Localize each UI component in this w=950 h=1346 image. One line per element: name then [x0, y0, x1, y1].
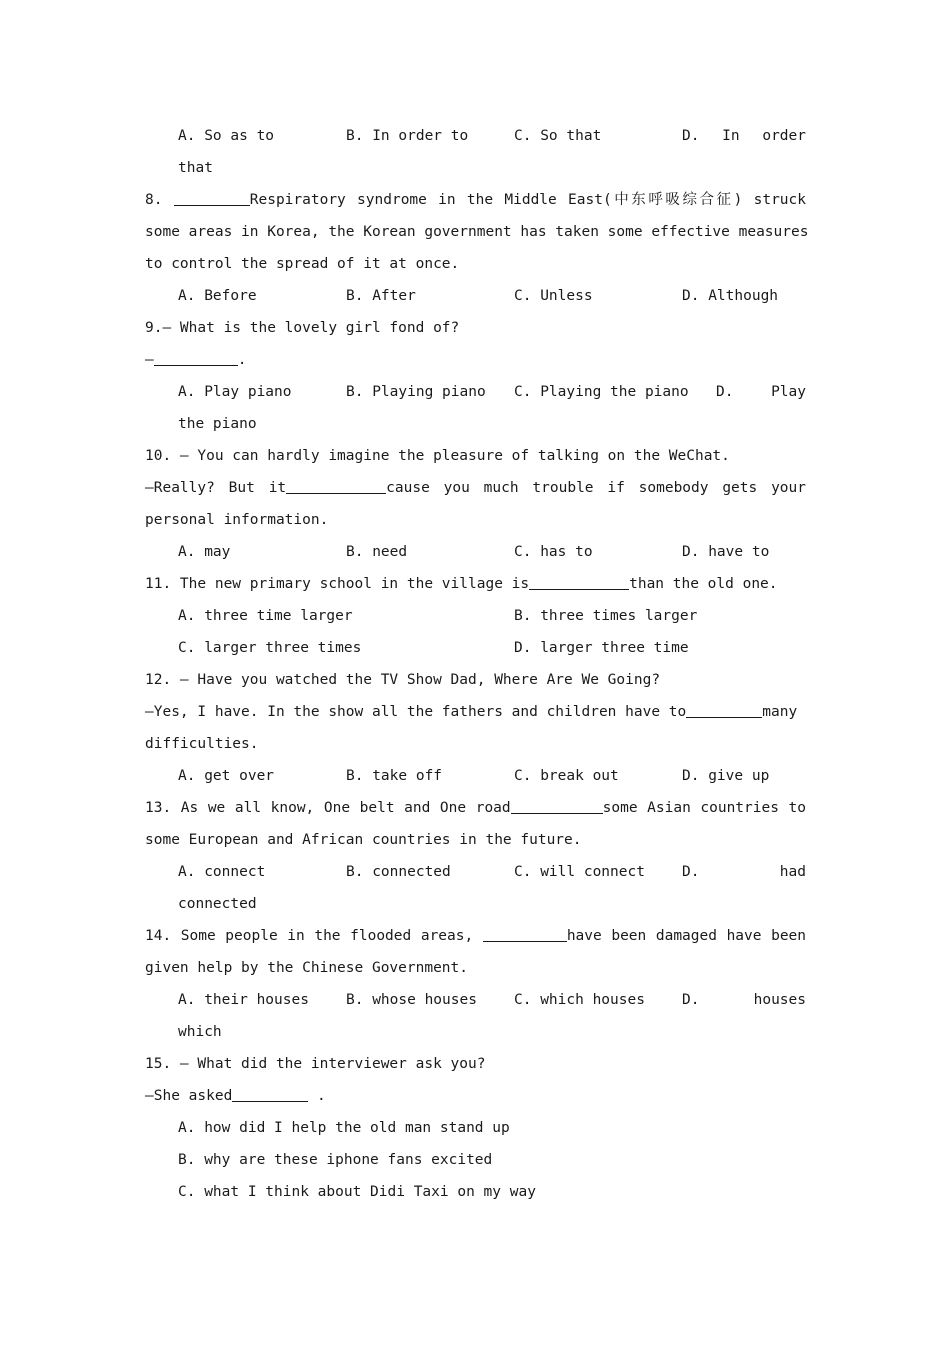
q13-option-d: D. had [682, 864, 806, 880]
q10-option-a: A. may [178, 544, 231, 560]
q15-option-a: A. how did I help the old man stand up [178, 1120, 510, 1136]
q15-stem-lead: —She asked [145, 1088, 233, 1104]
q10-stem-line-1: 10. — You can hardly imagine the pleasure of talking on the WeChat. [145, 448, 730, 464]
q10-option-b: B. need [346, 544, 408, 560]
q13-option-a: A. connect [178, 864, 266, 880]
q10-stem-tail: cause you much trouble if somebody gets your [386, 480, 806, 496]
q12-answer-blank [686, 700, 762, 718]
q13-answer-blank [511, 796, 603, 814]
q11-options-row-2 [178, 632, 806, 664]
q11-option-d: D. larger three time [514, 640, 689, 656]
q10-options-row [178, 536, 806, 568]
q8-option-d: D. Although [682, 288, 779, 304]
q8-stem-line-1 [145, 184, 806, 216]
q11-options-row-1 [178, 600, 806, 632]
q14-option-d: D. houses [682, 992, 806, 1008]
q15-answer-blank [232, 1084, 308, 1102]
q11-option-b: B. three times larger [514, 608, 698, 624]
q14-stem-tail: have been damaged have been [566, 928, 807, 944]
q9-answer-blank [154, 348, 238, 366]
q9-stem-line-1: 9.— What is the lovely girl fond of? [145, 320, 460, 336]
q10-option-d: D. have to [682, 544, 770, 560]
q13-stem-line-2: some European and African countries in the future. [145, 832, 582, 848]
q8-options-row [178, 280, 806, 312]
q8-stem-line-3: to control the spread of it at once. [145, 256, 460, 272]
q15-stem-line-1: 15. — What did the interviewer ask you? [145, 1056, 486, 1072]
q9-option-d-cont: the piano [178, 416, 257, 432]
q8-stem-text: Respiratory syndrome in the Middle East(中东呼吸综合征) struck [249, 192, 806, 208]
q14-option-c: C. which houses [514, 992, 645, 1008]
q10-stem-lead: —Really? But it [145, 480, 287, 496]
q14-option-d-cont: which [178, 1024, 222, 1040]
q14-options-row [178, 984, 806, 1016]
q9-option-a: A. Play piano [178, 384, 292, 400]
q13-stem-lead: 13. As we all know, One belt and One road [145, 800, 511, 816]
q8-option-c: C. Unless [514, 288, 593, 304]
q12-option-a: A. get over [178, 768, 275, 784]
q8-number: 8. [145, 192, 174, 208]
q11-option-c: C. larger three times [178, 640, 362, 656]
q7-option-b: B. In order to [346, 128, 469, 144]
q11-answer-blank [529, 572, 629, 590]
q11-stem-tail: than the old one. [629, 576, 778, 592]
q8-stem-line-2: some areas in Korea, the Korean government has taken some effective measures [145, 224, 809, 240]
q14-option-a: A. their houses [178, 992, 309, 1008]
q12-stem-tail: many [762, 704, 798, 720]
q10-stem-line-3: personal information. [145, 512, 329, 528]
q11-option-a: A. three time larger [178, 608, 353, 624]
q12-option-c: C. break out [514, 768, 619, 784]
q9-period: . [237, 352, 247, 368]
q12-option-b: B. take off [346, 768, 443, 784]
q13-stem-line-1 [145, 792, 806, 824]
q13-option-c: C. will connect [514, 864, 645, 880]
q15-option-c: C. what I think about Didi Taxi on my way [178, 1184, 536, 1200]
q12-stem-line-2 [145, 696, 806, 728]
q14-answer-blank [483, 924, 567, 942]
q13-stem-tail: some Asian countries to [602, 800, 806, 816]
q12-options-row [178, 760, 806, 792]
q14-stem-lead: 14. Some people in the flooded areas, [145, 928, 483, 944]
q10-option-c: C. has to [514, 544, 593, 560]
q10-answer-blank [286, 476, 386, 494]
q13-options-row [178, 856, 806, 888]
q15-period: . [308, 1088, 326, 1104]
q12-option-d: D. give up [682, 768, 770, 784]
q13-option-b: B. connected [346, 864, 451, 880]
q7-option-d-cont: that [178, 160, 213, 176]
q8-answer-blank [174, 188, 250, 206]
q12-stem-line-1: 12. — Have you watched the TV Show Dad, Where Are We Going? [145, 672, 661, 688]
q15-option-b: B. why are these iphone fans excited [178, 1152, 493, 1168]
q9-option-b: B. Playing piano [346, 384, 486, 400]
q7-option-c: C. So that [514, 128, 602, 144]
q11-stem-lead: 11. The new primary school in the village is [145, 576, 530, 592]
q13-option-d-cont: connected [178, 896, 257, 912]
q7-options-row [178, 120, 806, 152]
q9-option-d: D. Play [716, 384, 806, 400]
q12-stem-line-3: difficulties. [145, 736, 259, 752]
q14-stem-line-2: given help by the Chinese Government. [145, 960, 469, 976]
q8-option-b: B. After [346, 288, 416, 304]
q11-stem-line-1 [145, 568, 806, 600]
q9-option-c: C. Playing the piano [514, 384, 689, 400]
q7-option-d: D. In order [682, 128, 806, 144]
q10-stem-line-2 [145, 472, 806, 504]
q12-stem-lead: —Yes, I have. In the show all the fathers and children have to [145, 704, 687, 720]
q8-option-a: A. Before [178, 288, 257, 304]
q9-dash: — [145, 352, 154, 368]
q15-answer-line [145, 1080, 806, 1112]
q14-option-b: B. whose houses [346, 992, 477, 1008]
q9-answer-line [145, 344, 806, 376]
q7-option-a: A. So as to [178, 128, 275, 144]
q9-options-row [178, 376, 806, 408]
q14-stem-line-1 [145, 920, 806, 952]
